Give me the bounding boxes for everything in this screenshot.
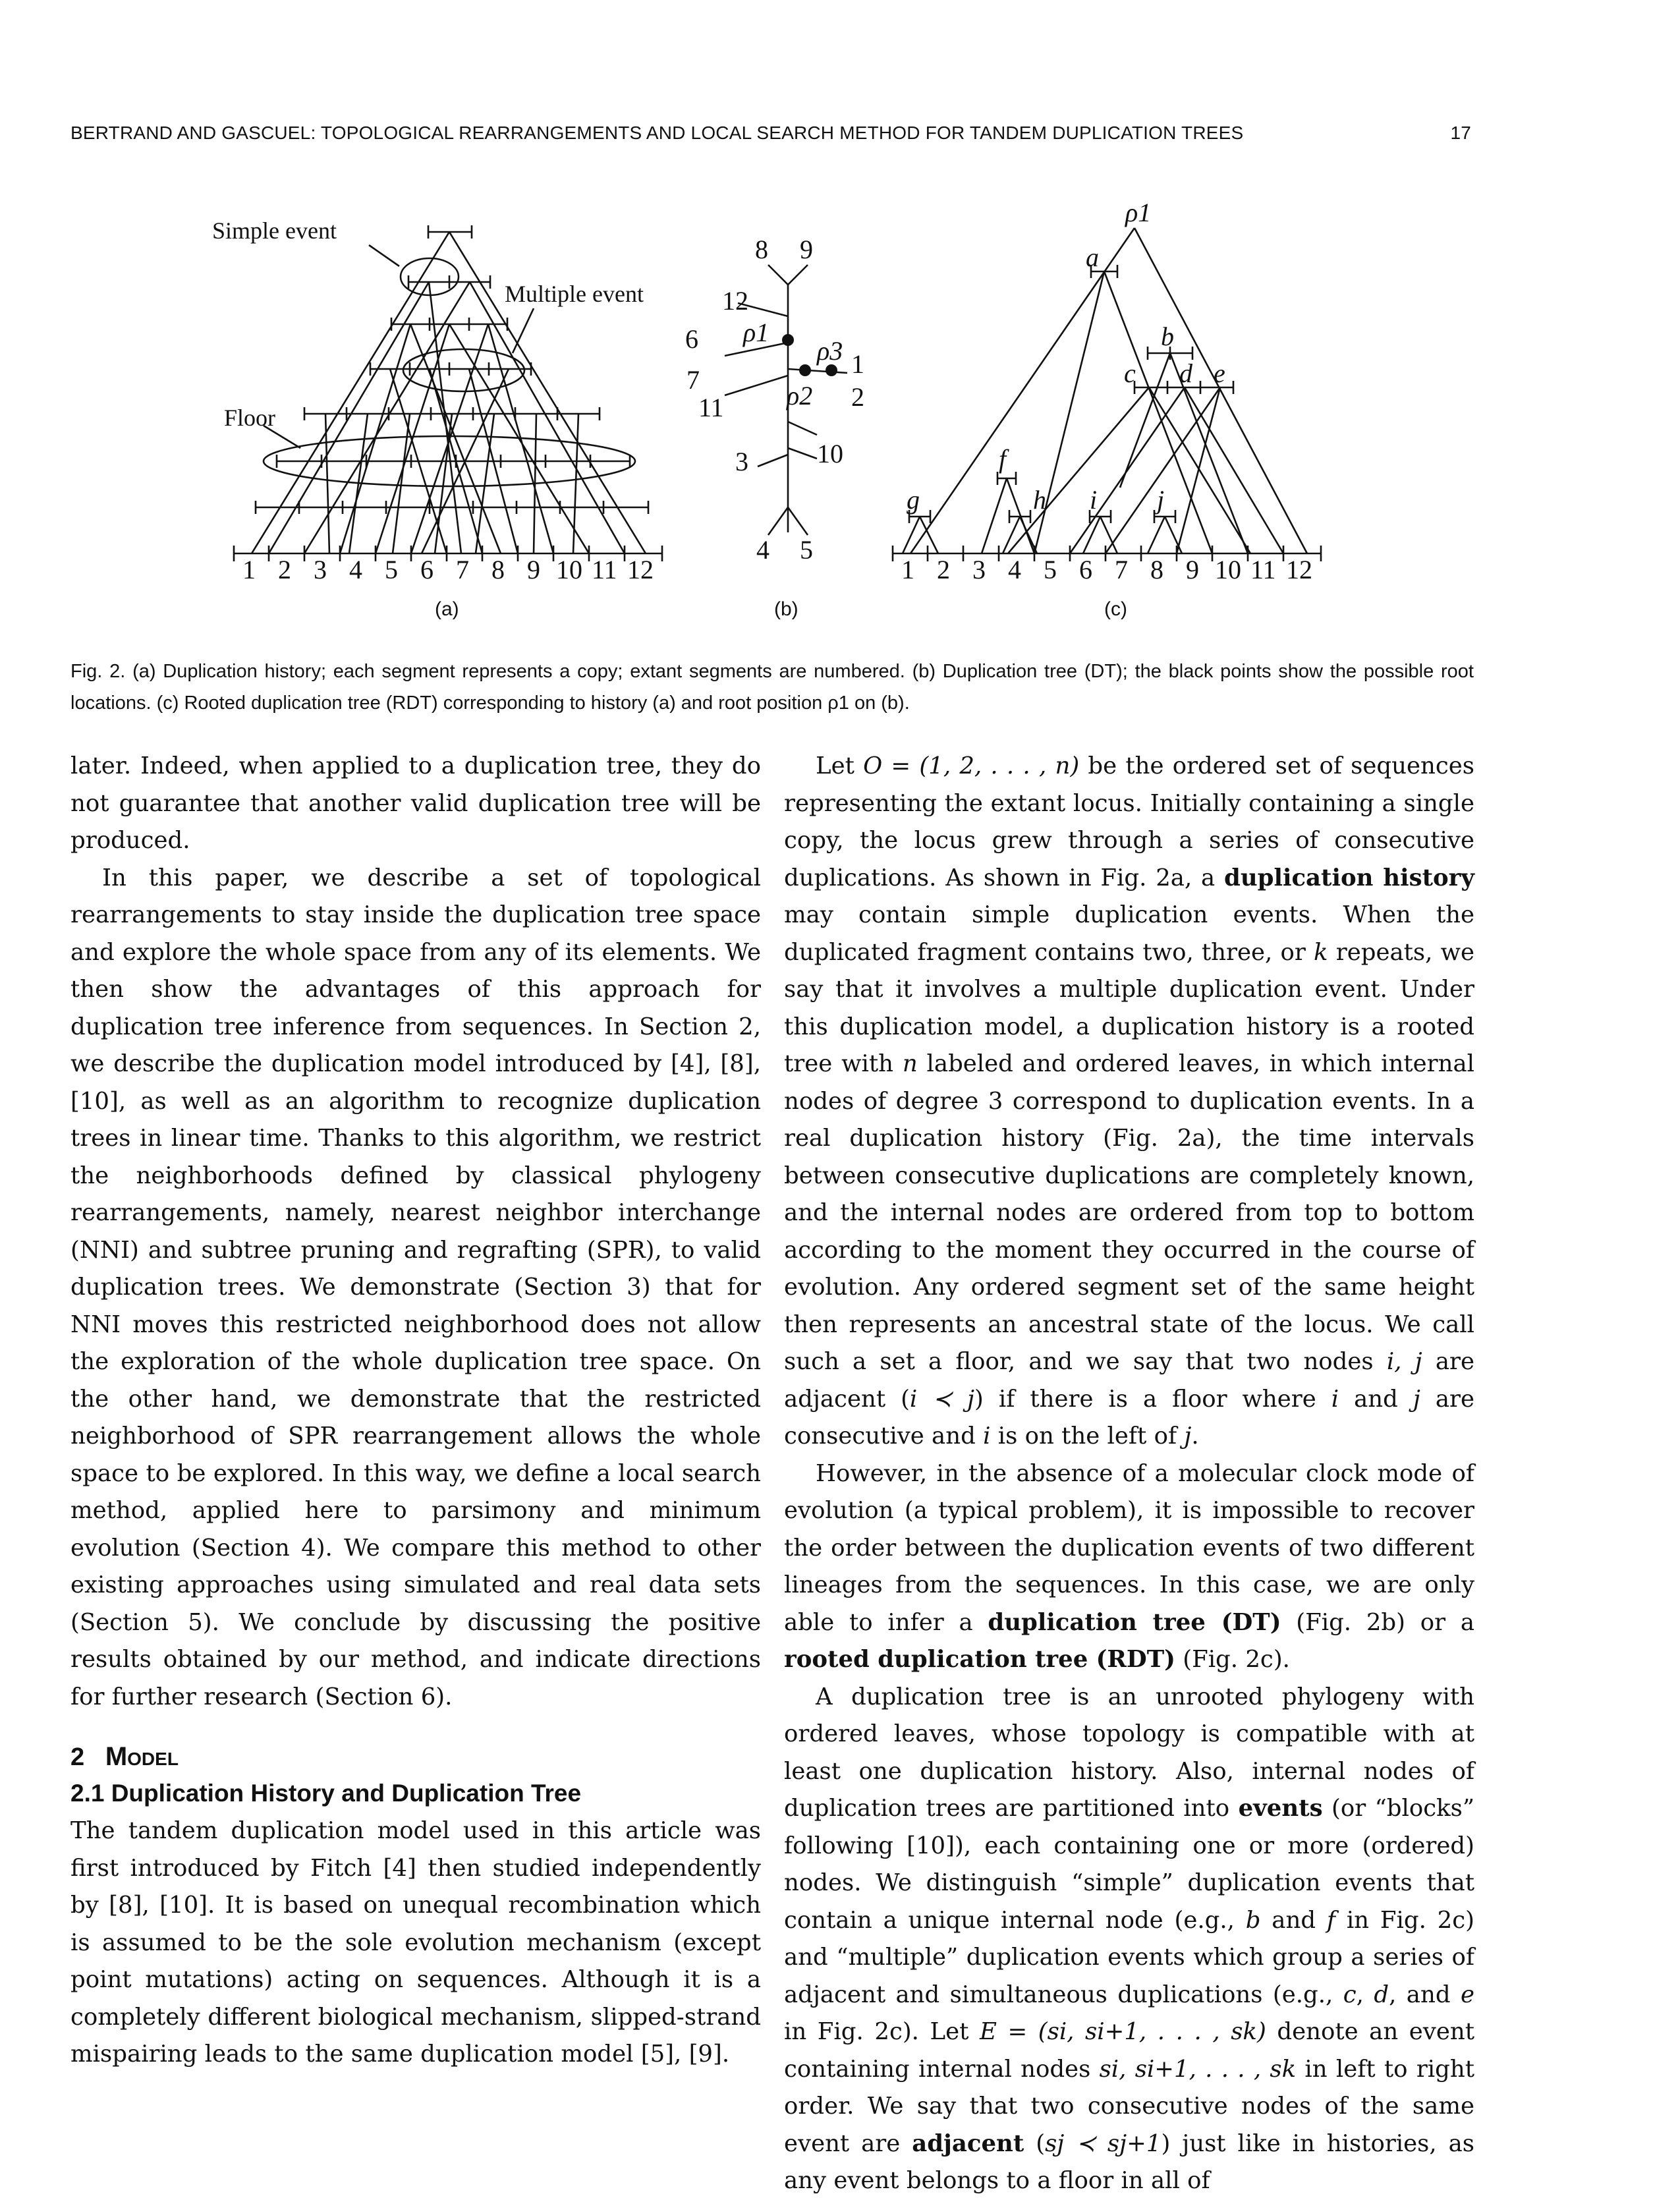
node-label-g: g <box>907 485 920 515</box>
node-label-b: b <box>1161 322 1174 351</box>
leaf-label: 10 <box>556 555 582 584</box>
root-point-rho3 <box>826 364 837 376</box>
leaf-label: 8 <box>491 555 505 584</box>
node-label-e: e <box>1214 358 1225 388</box>
label-simple-event: Simple event <box>212 217 337 244</box>
label-multiple-event: Multiple event <box>505 281 644 307</box>
subsection-heading: 2.1 Duplication History and Duplication Tree <box>70 1780 582 1807</box>
leaf-label: 4 <box>349 555 362 584</box>
leaf-label: 9 <box>527 555 540 584</box>
multiple-event-ellipse <box>403 349 524 391</box>
panel-c-label: (c) <box>1104 598 1127 620</box>
page-number: 17 <box>1450 123 1471 143</box>
section-number: 2 <box>70 1743 85 1771</box>
leaf-label: 4 <box>1008 555 1021 584</box>
leaf-label: 3 <box>314 555 327 584</box>
node-label-a: a <box>1086 242 1099 272</box>
leaf-label: 11 <box>1250 555 1276 584</box>
node-label-j: j <box>1157 485 1165 515</box>
leaf-label: 1 <box>851 349 864 379</box>
leaf-label: 6 <box>420 555 434 584</box>
root-label-rho1: ρ1 <box>743 318 770 347</box>
root-point-rho1 <box>782 334 794 346</box>
label-floor: Floor <box>224 405 276 431</box>
paragraph: A duplication tree is an unrooted phylogeny with ordered leaves, whose topology is compatible with at least one duplication history. Also, internal nodes of duplication trees are partitioned into events (or “blocks” following [10]), each containing one or more (ordered) nodes. We distinguish “simple” duplication events that contain a unique internal node (e.g., b and f in Fig. 2c) and “multiple” duplication events which group a series of adjacent and simultaneous duplications (e.g., c, d, and e in Fig. 2c). Let E = (si, si+1, . . . , sk) denote an event containing internal nodes si, si+1, . . . , sk in left to right order. We say that two consecutive nodes of the same event are adjacent (sj ≺ sj+1) just like in histories, as any event belongs to a floor in all of <box>784 1683 1474 2194</box>
leaf-label: 5 <box>800 535 813 565</box>
leaf-label: 1 <box>901 555 914 584</box>
leaf-label: 12 <box>627 555 654 584</box>
leaf-label: 3 <box>735 447 748 476</box>
panel-a-label: (a) <box>435 598 459 620</box>
panel-b-labels <box>685 235 864 565</box>
node-label-c: c <box>1124 358 1136 388</box>
leaf-label: 2 <box>937 555 950 584</box>
leaf-label: 2 <box>278 555 291 584</box>
figure-2-drawing <box>0 0 1680 659</box>
leaf-label: 12 <box>722 286 748 316</box>
running-title: BERTRAND AND GASCUEL: TOPOLOGICAL REARRANGEMENTS AND LOCAL SEARCH METHOD FOR TANDEM DUPLICATION TREES <box>70 123 1244 143</box>
leaf-label: 3 <box>972 555 986 584</box>
leaf-label: 7 <box>1115 555 1128 584</box>
node-label-f: f <box>999 444 1007 474</box>
root-label-rho2: ρ2 <box>787 381 813 410</box>
right-column <box>784 748 1474 2200</box>
panel-c-rdt <box>893 228 1321 561</box>
leaf-label: 10 <box>817 439 843 468</box>
leaf-label: 5 <box>385 555 398 584</box>
leaf-label: 6 <box>685 324 698 354</box>
leaf-label: 8 <box>755 235 768 264</box>
panel-b-label: (b) <box>774 598 798 620</box>
node-label-i: i <box>1090 485 1098 515</box>
figure-caption: Fig. 2. (a) Duplication history; each segment represents a copy; extant segments are numbered. (b) Duplication tree (DT); the black points show the possible root locations. (c) Rooted duplication tree (RDT) corresponding to history (a) and root position ρ1 on (b). <box>70 661 1474 714</box>
left-column <box>70 748 761 2073</box>
leaf-label: 11 <box>698 393 724 422</box>
leaf-label: 7 <box>686 365 700 395</box>
root-label: ρ1 <box>1125 198 1152 227</box>
node-label-d: d <box>1179 358 1192 388</box>
leaf-label: 10 <box>1215 555 1241 584</box>
leaf-label: 6 <box>1079 555 1092 584</box>
leaf-label: 4 <box>756 535 770 565</box>
leaf-label: 8 <box>1150 555 1163 584</box>
paragraph: In this paper, we describe a set of topological rearrangements to stay inside the duplication tree space and explore the whole space from any of its elements. We then show the advantages of this approach for duplication tree inference from sequences. In Section 2, we describe the duplication model introduced by [4], [8], [10], as well as an algorithm to recognize duplication trees in linear time. Thanks to this algorithm, we restrict the neighborhoods defined by classical phylogeny rearrangements, namely, nearest neighbor interchange (NNI) and subtree pruning and regrafting (SPR), to valid duplication trees. We demonstrate (Section 3) that for NNI moves this restricted neighborhood does not allow the exploration of the whole duplication tree space. On the other hand, we demonstrate that the restricted neighborhood of SPR rearrangement allows the whole space to be explored. In this way, we define a local search method, applied here to parsimony and minimum evolution (Section 4). We compare this method to other existing approaches using simulated and real data sets (Section 5). We conclude by discussing the positive results obtained by our method, and indicate directions for further research (Section 6). <box>70 864 761 1710</box>
paragraph: later. Indeed, when applied to a duplication tree, they do not guarantee that another valid duplication tree will be produced. <box>70 752 761 854</box>
leaf-label: 5 <box>1044 555 1057 584</box>
leaf-label: 11 <box>592 555 617 584</box>
paragraph: The tandem duplication model used in this article was first introduced by Fitch [4] then studied independently by [8], [10]. It is based on unequal recombination which is assumed to be the sole evolution mechanism (except point mutations) acting on sequences. Although it is a completely different biological mechanism, slipped-strand mispairing leads to the same duplication model [5], [9]. <box>70 1817 761 2068</box>
paragraph: Let O = (1, 2, . . . , n) be the ordered set of sequences representing the extant locus. Initially containing a single copy, the locus grew through a series of consecutive duplications. As shown in Fig. 2a, a duplication history may contain simple duplication events. When the duplicated fragment contains two, three, or k repeats, we say that it involves a multiple duplication event. Under this duplication model, a duplication history is a rooted tree with n labeled and ordered leaves, in which internal nodes of degree 3 correspond to duplication events. In a real duplication history (Fig. 2a), the time intervals between consecutive duplications are completely known, and the internal nodes are ordered from top to bottom according to the moment they occurred in the course of evolution. Any ordered segment set of the same height then represents an ancestral state of the locus. We call such a set a floor, and we say that two nodes i, j are adjacent (i ≺ j) if there is a floor where i and j are consecutive and i is on the left of j. <box>784 752 1475 1450</box>
leaf-label: 2 <box>851 382 864 412</box>
leaf-label: 7 <box>456 555 469 584</box>
leaf-label: 9 <box>1186 555 1199 584</box>
leaf-label: 1 <box>242 555 256 584</box>
leaf-label: 12 <box>1286 555 1312 584</box>
root-point-rho2 <box>799 364 811 376</box>
section-heading <box>70 1739 761 1774</box>
panel-c-labels <box>901 198 1312 584</box>
root-label-rho3: ρ3 <box>817 336 843 366</box>
node-label-h: h <box>1033 485 1046 515</box>
section-title: Model <box>105 1742 179 1771</box>
paragraph: However, in the absence of a molecular clock mode of evolution (a typical problem), it is impossible to recover the order between the duplication events of two different lineages from the sequences. In this case, we are only able to infer a duplication tree (DT) (Fig. 2b) or a rooted duplication tree (RDT) (Fig. 2c). <box>784 1459 1474 1673</box>
panel-a-history <box>234 225 662 561</box>
leaf-label: 9 <box>800 235 813 264</box>
